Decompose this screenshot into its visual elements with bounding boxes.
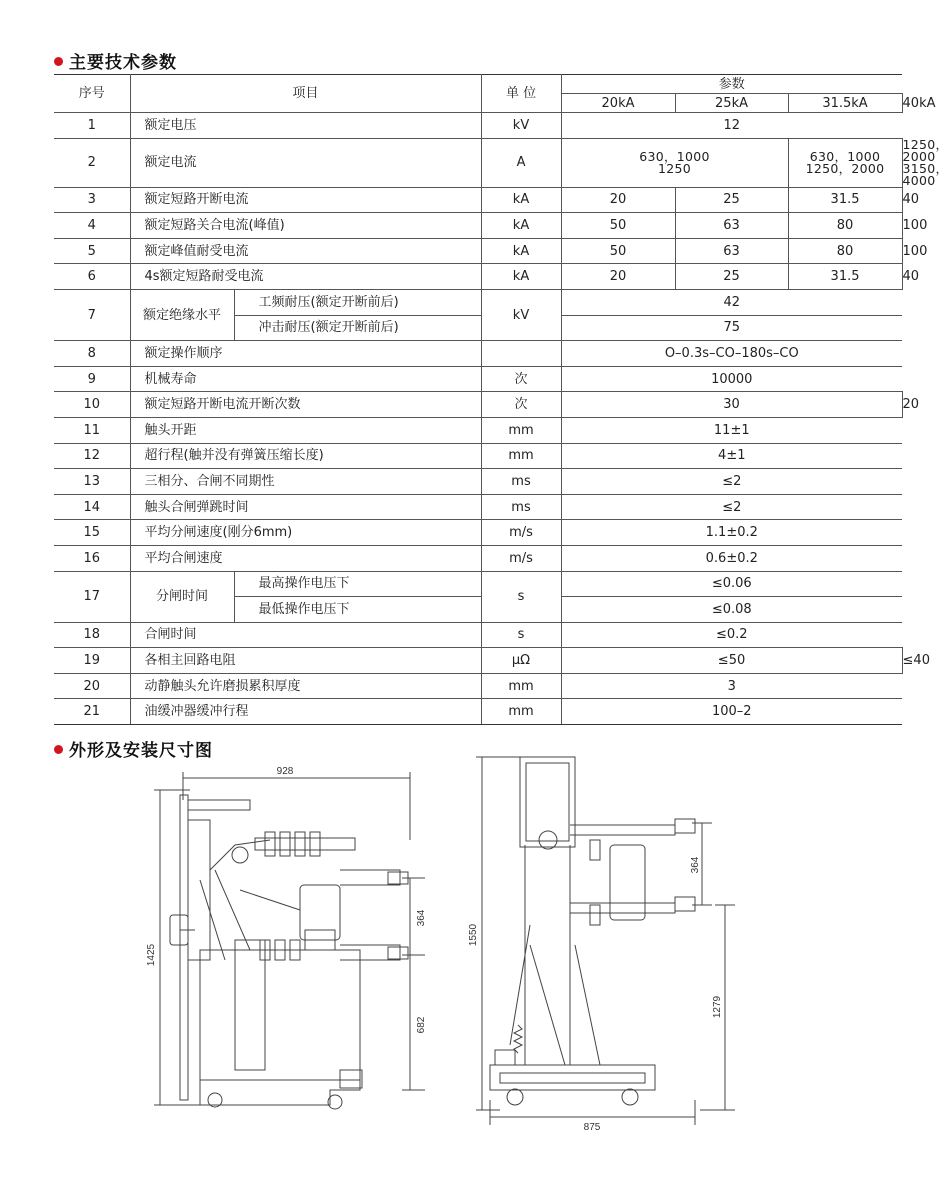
- table-row: [54, 341, 902, 367]
- row-unit: A: [481, 138, 561, 187]
- row-value: 4±1: [561, 443, 902, 469]
- row-item: 触头合闸弹跳时间: [130, 494, 481, 520]
- row-item: 额定短路开断电流开断次数: [130, 392, 481, 418]
- dim-width: 928: [276, 766, 294, 777]
- row-value-20: 50: [561, 213, 675, 239]
- row-item: 额定电流: [130, 138, 481, 187]
- row-value-left: 30: [561, 392, 902, 418]
- row-no: 3: [54, 187, 130, 213]
- table-row: [54, 622, 902, 648]
- row-no: 16: [54, 545, 130, 571]
- row-unit: mm: [481, 673, 561, 699]
- row-item: 额定电压: [130, 113, 481, 139]
- row-item: 分闸时间: [130, 571, 234, 622]
- row-value-25: 25: [675, 264, 788, 290]
- table-row: [54, 113, 902, 139]
- front-view-svg: [140, 760, 440, 1120]
- row-no: 4: [54, 213, 130, 239]
- side-dim-terminal: 1279: [712, 995, 723, 1019]
- side-view-svg: [470, 745, 740, 1135]
- table-row: [54, 699, 902, 725]
- row-value: ≤0.08: [561, 597, 902, 623]
- row-item: 额定短路关合电流(峰值): [130, 213, 481, 239]
- row-no: 1: [54, 113, 130, 139]
- dim-pole-gap: 364: [416, 909, 427, 927]
- bullet-dot-icon: [54, 57, 63, 66]
- row-value: 1.1±0.2: [561, 520, 902, 546]
- table-row: 6 4s额定短路耐受电流 kA 20 25 31.5 40: [54, 264, 902, 290]
- row-value-20: 50: [561, 238, 675, 264]
- row-item: 平均分闸速度(刚分6mm): [130, 520, 481, 546]
- row-item: 超行程(触并没有弹簧压缩长度): [130, 443, 481, 469]
- row-value: ≤2: [561, 469, 902, 495]
- row-value-left: ≤50: [561, 648, 902, 674]
- side-dim-pole-gap: 364: [690, 856, 701, 874]
- row-item: 4s额定短路耐受电流: [130, 264, 481, 290]
- row-item: 油缓冲器缓冲行程: [130, 699, 481, 725]
- row-unit: mm: [481, 443, 561, 469]
- row-no: 9: [54, 366, 130, 392]
- row-subitem: 最高操作电压下: [234, 571, 481, 597]
- row-unit: ms: [481, 494, 561, 520]
- table-row: 3 额定短路开断电流 kA 20 25 31.5 40: [54, 187, 902, 213]
- row-unit: kA: [481, 238, 561, 264]
- row-unit: m/s: [481, 545, 561, 571]
- drawing-heading: [54, 736, 213, 761]
- table-row: [54, 571, 902, 597]
- row-value-31: 31.5: [788, 264, 902, 290]
- row-no: 19: [54, 648, 130, 674]
- row-value-25: 25: [675, 187, 788, 213]
- row-unit: kA: [481, 187, 561, 213]
- row-no: 11: [54, 417, 130, 443]
- header-no: 序号: [54, 75, 130, 113]
- header-rating-31: 31.5kA: [788, 94, 902, 113]
- side-dim-width: 875: [583, 1122, 601, 1133]
- row-unit: 次: [481, 366, 561, 392]
- row-item: 三相分、合闸不同期性: [130, 469, 481, 495]
- row-item: 额定操作顺序: [130, 341, 481, 367]
- row-subitem: 最低操作电压下: [234, 597, 481, 623]
- row-no: 15: [54, 520, 130, 546]
- row-unit: m/s: [481, 520, 561, 546]
- table-row: 5 额定峰值耐受电流 kA 50 63 80 100: [54, 238, 902, 264]
- row-item: 动静触头允许磨损累积厚度: [130, 673, 481, 699]
- row-unit: s: [481, 622, 561, 648]
- specs-heading: [54, 48, 177, 73]
- row-value: 12: [561, 113, 902, 139]
- table-row: 4 额定短路关合电流(峰值) kA 50 63 80 100: [54, 213, 902, 239]
- dim-lower: 682: [416, 1016, 427, 1034]
- row-value-31: 80: [788, 238, 902, 264]
- side-view-drawing: [470, 745, 740, 1135]
- row-no: 14: [54, 494, 130, 520]
- row-item: 额定短路开断电流: [130, 187, 481, 213]
- row-value: 10000: [561, 366, 902, 392]
- row-no: 21: [54, 699, 130, 725]
- row-value-20: 630，1000 1250: [561, 138, 788, 187]
- table-row: 10 额定短路开断电流开断次数 次 30 20: [54, 392, 902, 418]
- row-no: 7: [54, 289, 130, 340]
- front-view-drawing: [140, 760, 440, 1120]
- row-unit: mm: [481, 417, 561, 443]
- row-value: O–0.3s–CO–180s–CO: [561, 341, 902, 367]
- header-item: 项目: [130, 75, 481, 113]
- table-row: [54, 469, 902, 495]
- row-unit: μΩ: [481, 648, 561, 674]
- row-item: 各相主回路电阻: [130, 648, 481, 674]
- row-no: 8: [54, 341, 130, 367]
- row-subitem: 工频耐压(额定开断前后): [234, 289, 481, 315]
- bullet-dot-icon: [54, 745, 63, 754]
- row-unit: s: [481, 571, 561, 622]
- row-unit: kV: [481, 113, 561, 139]
- row-unit: mm: [481, 699, 561, 725]
- row-no: 2: [54, 138, 130, 187]
- row-value-31: 80: [788, 213, 902, 239]
- row-item: 触头开距: [130, 417, 481, 443]
- row-value: ≤2: [561, 494, 902, 520]
- row-no: 17: [54, 571, 130, 622]
- row-value: 0.6±0.2: [561, 545, 902, 571]
- row-value-20: 20: [561, 187, 675, 213]
- row-unit: kV: [481, 289, 561, 340]
- row-no: 20: [54, 673, 130, 699]
- row-item: 额定绝缘水平: [130, 289, 234, 340]
- row-value: 75: [561, 315, 902, 341]
- table-row: 2 额定电流 A 630，1000 1250 630，1000 1250，2000 1250，2000 3150，4000: [54, 138, 902, 187]
- dim-height: 1425: [146, 943, 157, 967]
- row-value-25: 63: [675, 238, 788, 264]
- table-row: [54, 366, 902, 392]
- row-value: 42: [561, 289, 902, 315]
- table-row: 19 各相主回路电阻 μΩ ≤50 ≤40: [54, 648, 902, 674]
- table-row: [54, 494, 902, 520]
- table-row: [54, 443, 902, 469]
- table-row: [54, 520, 902, 546]
- row-value: 11±1: [561, 417, 902, 443]
- row-value: ≤0.2: [561, 622, 902, 648]
- table-row: [54, 289, 902, 315]
- specs-table: 序号 项目 单 位 参数 20kA 25kA 31.5kA 40kA 1 额定电压 kV 12 2 额定电流 A 630，1000 1250 630，1000 1250，2000 1250，2000 3150，4000 3 额定短路开断电流 kA 20 25 31.5 40 4 额定短路关合电流(峰值) kA 50 63 80 100 5 额定峰值耐受电流 kA 50 63 80 100 6 4s额定短路耐受电流 kA 20 25 31.5 40 7 额定绝缘水平 工频耐压(额定开断前后) kV 42 冲击耐压(额定开断前后) 75 8 额定操作顺序 O–0.3s–CO–180s–CO 9 机械寿命 次 10000 10 额定短路开断电流开断次数 次 30 20 11 触头开距 mm 11±1 12 超行程(触并没有弹簧压缩长度) mm 4±1 13 三相分、合闸不同期性 ms ≤2 14 触头合闸弹跳时间 ms ≤2 15 平均分闸速度(刚分6mm) m/s 1.1±0.2 16 平均合闸速度 m/s 0.6±0.2 17 分闸时间 最高操作电压下 s ≤0.06 最低操作电压下 ≤0.08 18 合闸时间 s ≤0.2 19 各相主回路电阻 μΩ ≤50 ≤40 20 动静触头允许磨损累积厚度 mm 3 21 油缓冲器缓冲行程 mm 100–2: [54, 74, 902, 725]
- drawing-title: 外形及安装尺寸图: [69, 741, 213, 761]
- specs-title: 主要技术参数: [69, 53, 177, 73]
- row-item: 额定峰值耐受电流: [130, 238, 481, 264]
- row-no: 12: [54, 443, 130, 469]
- row-item: 合闸时间: [130, 622, 481, 648]
- row-value-20: 20: [561, 264, 675, 290]
- header-rating-20: 20kA: [561, 94, 675, 113]
- row-value: 100–2: [561, 699, 902, 725]
- row-value-31: 31.5: [788, 187, 902, 213]
- row-subitem: 冲击耐压(额定开断前后): [234, 315, 481, 341]
- row-no: 10: [54, 392, 130, 418]
- row-value: 3: [561, 673, 902, 699]
- table-row: [54, 545, 902, 571]
- header-rating-25: 25kA: [675, 94, 788, 113]
- row-no: 13: [54, 469, 130, 495]
- row-value: ≤0.06: [561, 571, 902, 597]
- row-unit: [481, 341, 561, 367]
- row-no: 6: [54, 264, 130, 290]
- table-row: [54, 673, 902, 699]
- row-no: 5: [54, 238, 130, 264]
- row-unit: ms: [481, 469, 561, 495]
- row-unit: 次: [481, 392, 561, 418]
- specs-table-body: [54, 113, 949, 725]
- row-value-25: 63: [675, 213, 788, 239]
- table-row: [54, 417, 902, 443]
- row-no: 18: [54, 622, 130, 648]
- row-item: 机械寿命: [130, 366, 481, 392]
- row-unit: kA: [481, 213, 561, 239]
- row-unit: kA: [481, 264, 561, 290]
- header-unit: 单 位: [481, 75, 561, 113]
- header-params: 参数: [561, 75, 902, 94]
- row-value-31: 630，1000 1250，2000: [788, 138, 902, 187]
- side-dim-height: 1550: [468, 923, 479, 947]
- row-item: 平均合闸速度: [130, 545, 481, 571]
